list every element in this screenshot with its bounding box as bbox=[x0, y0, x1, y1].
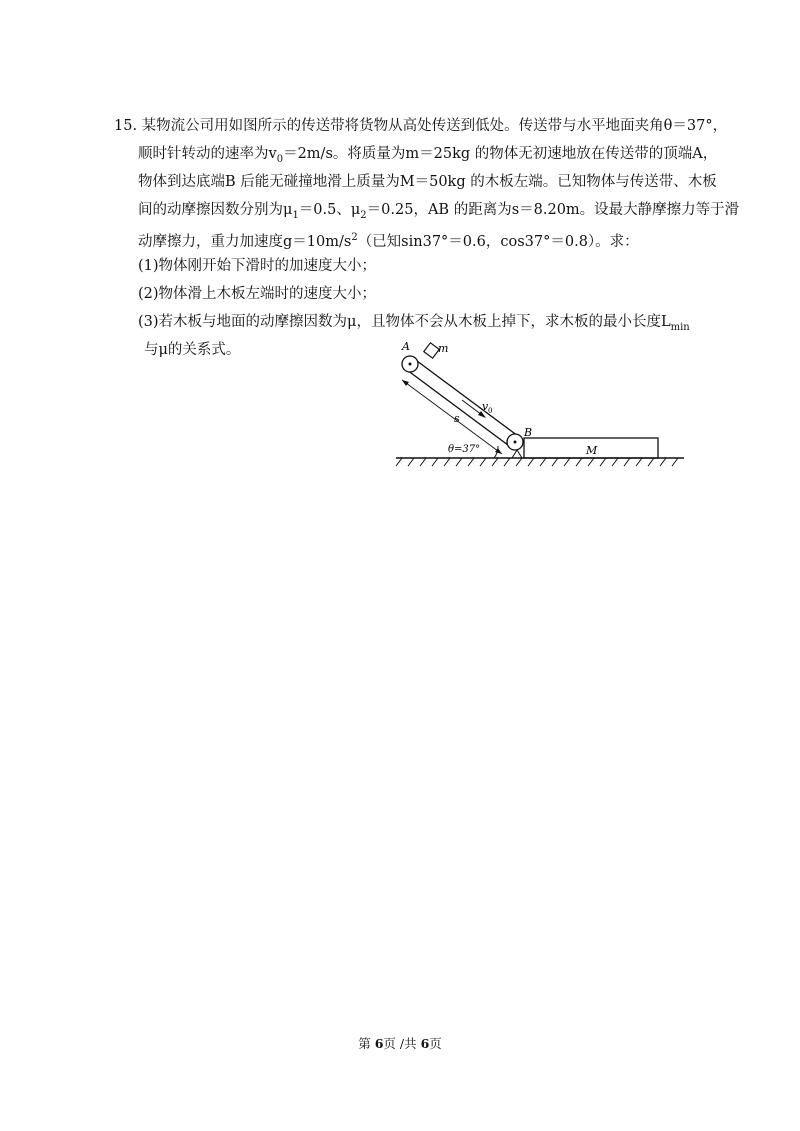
question-3-cont-text: 与μ的关系式。 bbox=[144, 342, 241, 358]
problem-text-2b: ＝2m/s。将质量为m＝25kg 的物体无初速地放在传送带的顶端A， bbox=[283, 146, 718, 162]
label-theta: θ=37° bbox=[448, 444, 481, 455]
belt-bottom bbox=[407, 370, 512, 448]
problem-text-4a: 间的动摩擦因数分别为μ bbox=[138, 202, 293, 218]
question-1 bbox=[138, 256, 376, 276]
footer-current-page: 6 bbox=[374, 1036, 384, 1051]
problem-text-4b: ＝0.5、μ bbox=[298, 202, 361, 218]
page-footer bbox=[0, 1034, 800, 1052]
lmin-sub: min bbox=[670, 321, 690, 333]
problem-text-5a: 动摩擦力，重力加速度g＝10m/s bbox=[138, 233, 352, 250]
ground-hatching bbox=[396, 458, 678, 466]
footer-prefix: 第 bbox=[358, 1036, 371, 1051]
block-m bbox=[424, 343, 439, 358]
question-3-cont bbox=[144, 340, 240, 360]
var-v: v bbox=[268, 146, 277, 162]
problem-line-4 bbox=[138, 200, 739, 226]
belt-top bbox=[413, 358, 518, 436]
problem-text-3: 物体到达底端B 后能无碰撞地滑上质量为M＝50kg 的木板左端。已知物体与传送带、木板 bbox=[138, 174, 717, 190]
mu1-sub: 1 bbox=[292, 209, 299, 221]
label-s: s bbox=[454, 412, 460, 425]
label-A: A bbox=[402, 340, 410, 353]
question-2 bbox=[138, 284, 376, 304]
problem-line-5 bbox=[138, 228, 639, 252]
label-v: v bbox=[482, 400, 489, 413]
problem-number: 15. bbox=[114, 118, 138, 134]
problem-line-1 bbox=[114, 116, 727, 136]
unit-sup: 2 bbox=[351, 232, 358, 243]
label-v-sub: 0 bbox=[488, 407, 493, 415]
label-B: B bbox=[524, 426, 533, 439]
question-3 bbox=[138, 312, 690, 338]
mu2-sub: 2 bbox=[360, 209, 367, 221]
problem-line-3 bbox=[138, 172, 717, 192]
question-2-text: (2)物体滑上木板左端时的速度大小； bbox=[138, 286, 377, 302]
label-M: M bbox=[586, 444, 598, 457]
question-3-text: (3)若木板与地面的动摩擦因数为μ，且物体不会从木板上掉下，求木板的最小长度L bbox=[138, 314, 671, 330]
var-v-sub: 0 bbox=[276, 153, 284, 165]
problem-text-4c: ＝0.25，AB 的距离为s＝8.20m。设最大静摩擦力等于滑 bbox=[366, 202, 740, 218]
conveyor-figure bbox=[390, 340, 690, 470]
footer-middle: 页 /共 bbox=[383, 1036, 417, 1051]
footer-total-pages: 6 bbox=[420, 1036, 430, 1051]
footer-suffix: 页 bbox=[429, 1036, 442, 1051]
problem-line-2 bbox=[138, 144, 717, 170]
question-1-text: (1)物体刚开始下滑时的加速度大小； bbox=[138, 258, 377, 274]
problem-text-2a: 顺时针转动的速率为 bbox=[138, 146, 269, 162]
problem-text-5b: （已知sin37°＝0.6，cos37°＝0.8）。求： bbox=[357, 233, 639, 250]
problem-text-1: 某物流公司用如图所示的传送带将货物从高处传送到低处。传送带与水平地面夹角θ＝37°， bbox=[141, 118, 728, 134]
label-m: m bbox=[438, 342, 449, 355]
distance-marker bbox=[402, 380, 502, 454]
